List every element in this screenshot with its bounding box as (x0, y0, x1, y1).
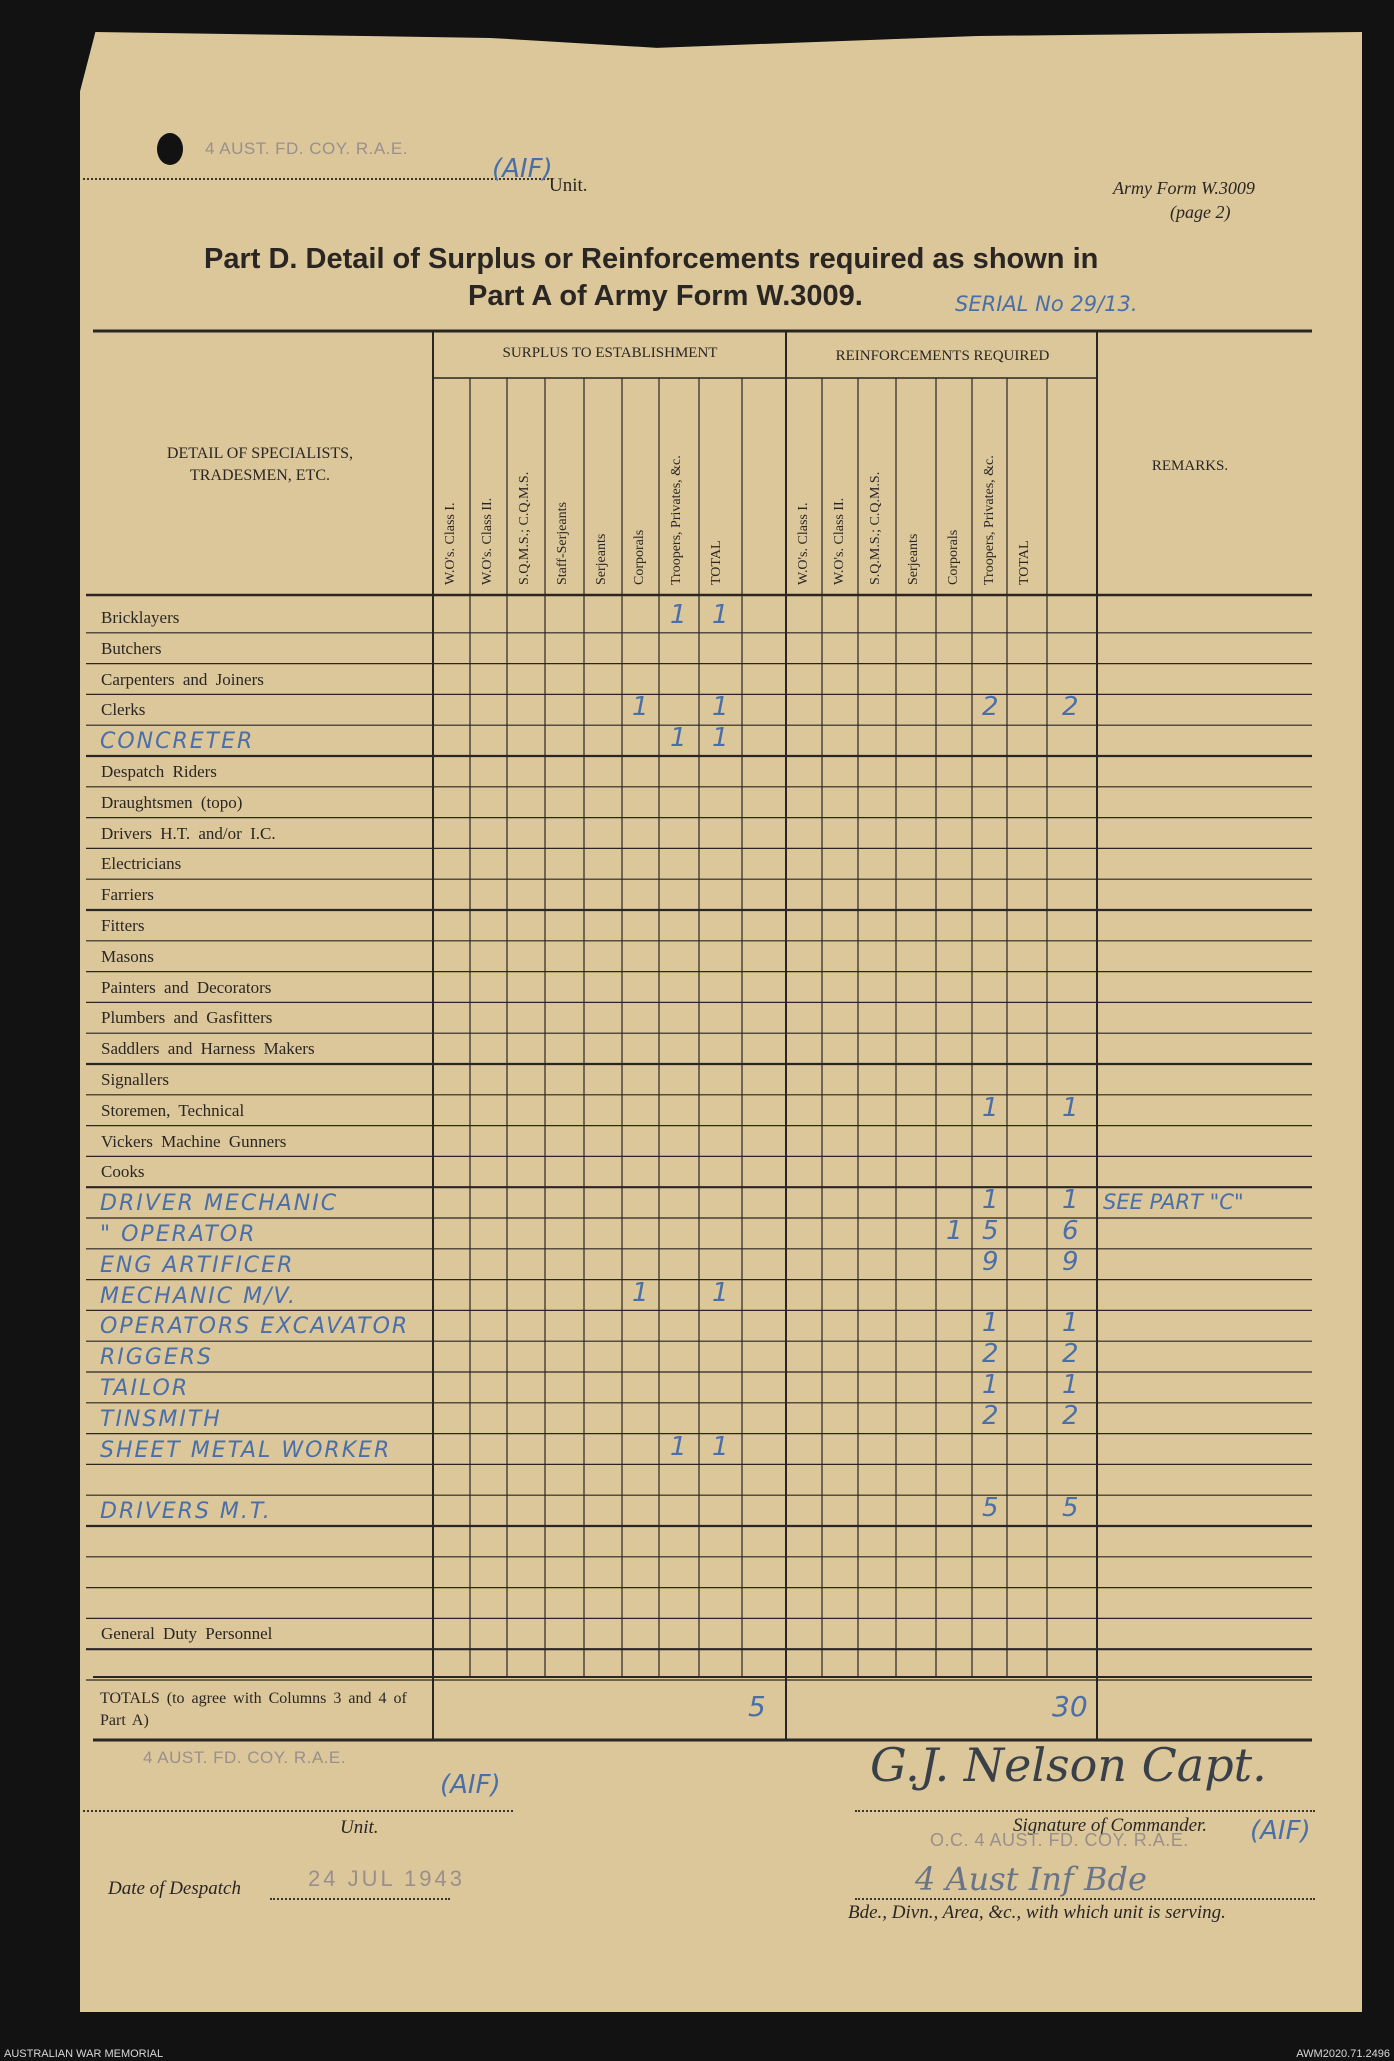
handwritten-row-23: OPERATORS EXCAVATOR (100, 1314, 410, 1340)
handwritten-row-19: DRIVER MECHANIC (100, 1191, 339, 1217)
archive-id: AWM2020.71.2496 (1296, 2048, 1390, 2060)
surplus-col-7: Troopers, Privates, &c. (669, 455, 684, 585)
row-label-17: Vickers Machine Gunners (101, 1131, 287, 1151)
entry-storemen-r-troopers: 1 (982, 1092, 999, 1123)
entry-concreter-s-total: 1 (712, 723, 729, 754)
entry-drvmech-r-troopers: 1 (982, 1185, 999, 1216)
row-label-18: Cooks (101, 1162, 145, 1182)
entry-operator-r-troopers: 5 (982, 1216, 999, 1246)
brigade-handwriting: 4 Aust Inf Bde (915, 1860, 1147, 1898)
signature-label: Signature of Commander. (1013, 1815, 1208, 1836)
entry-engart-r-total: 9 (1062, 1246, 1079, 1277)
entry-excav-r-total: 1 (1062, 1308, 1079, 1339)
remark-see-part-c: SEE PART "C" (1103, 1190, 1244, 1214)
entry-mechmv-s-corporals: 1 (632, 1277, 649, 1308)
entry-drvmech-r-total: 1 (1062, 1185, 1079, 1216)
entry-bricklayers-s-troopers: 1 (670, 600, 687, 630)
unit-stamp: 4 AUST. FD. COY. R.A.E. (205, 139, 408, 158)
bde-label: Bde., Divn., Area, &c., with which unit is serving. (848, 1902, 1226, 1923)
signature-line (855, 1810, 1315, 1812)
entry-bricklayers-s-total: 1 (712, 600, 729, 630)
entry-clerks-s-total: 1 (712, 692, 729, 723)
row-label-5: Despatch Riders (101, 762, 217, 781)
handwritten-row-25: TAILOR (100, 1376, 190, 1401)
entry-sheetmetal-s-total: 1 (712, 1431, 729, 1462)
surplus-col-5: Serjeants (594, 533, 609, 585)
row-label-8: Electricians (101, 854, 182, 874)
reinforcements-header: REINFORCEMENTS REQUIRED (835, 348, 1050, 364)
handwritten-row-27: SHEET METAL WORKER (100, 1437, 392, 1463)
handwritten-row-26: TINSMITH (100, 1406, 222, 1432)
row-label-16: Storemen, Technical (101, 1100, 245, 1120)
entry-sheetmetal-s-troopers: 1 (670, 1431, 687, 1462)
date-stamp: 24 JUL 1943 (308, 1866, 465, 1891)
footer-unit-line (83, 1810, 513, 1812)
handwritten-row-22: MECHANIC M/V. (100, 1283, 298, 1309)
reinforcement-col-6: Troopers, Privates, &c. (982, 455, 997, 585)
reinforcement-col-7: TOTAL (1017, 540, 1032, 585)
surplus-col-8: TOTAL (709, 540, 724, 585)
entry-concreter-s-troopers: 1 (670, 723, 687, 754)
entry-excav-r-troopers: 1 (982, 1308, 999, 1339)
entry-operator-r-corporals: 1 (946, 1216, 963, 1246)
form-title-line2: Part A of Army Form W.3009. (468, 280, 863, 312)
entry-tinsmith-r-troopers: 2 (982, 1400, 999, 1431)
footer-unit-label: Unit. (340, 1817, 379, 1838)
entry-tinsmith-r-total: 2 (1062, 1400, 1079, 1431)
row-label-9: Farriers (101, 885, 154, 905)
page-label: (page 2) (1170, 202, 1231, 222)
entry-engart-r-troopers: 9 (982, 1246, 999, 1277)
row-label-3: Clerks (101, 700, 146, 720)
entry-riggers-r-total: 2 (1062, 1339, 1079, 1370)
oc-stamp: O.C. 4 AUST. FD. COY. R.A.E. (930, 1830, 1189, 1850)
surplus-total: 5 (748, 1690, 766, 1723)
entry-tailor-r-total: 1 (1062, 1370, 1079, 1400)
handwritten-row-24: RIGGERS (100, 1345, 214, 1371)
surplus-col-3: S.Q.M.S.; C.Q.M.S. (517, 471, 532, 585)
row-label-7: Drivers H.T. and/or I.C. (101, 823, 276, 843)
detail-header: DETAIL OF SPECIALISTS, TRADESMEN, ETC. (166, 445, 354, 484)
row-label-6: Draughtsmen (topo) (101, 792, 243, 812)
form-title: Part D. Detail of Surplus or Reinforcements required as shown in (204, 243, 1099, 275)
reinforcement-col-1: W.O's. Class I. (796, 502, 811, 585)
date-line (270, 1898, 450, 1900)
bde-line (855, 1898, 1315, 1900)
handwritten-row-20: " OPERATOR (100, 1222, 257, 1247)
reinforcement-col-2: W.O's. Class II. (832, 497, 847, 585)
army-form-label: Army Form W.3009 (1113, 178, 1255, 198)
remarks-header: REMARKS. (1151, 458, 1229, 474)
entry-mechmv-s-total: 1 (712, 1277, 729, 1308)
date-label: Date of Despatch (108, 1878, 241, 1899)
footer-aif-mark: (AIF) (440, 1770, 501, 1800)
entry-clerks-r-total: 2 (1062, 692, 1079, 723)
row-label-33: General Duty Personnel (101, 1624, 273, 1644)
entry-driversmt-r-total: 5 (1062, 1493, 1079, 1524)
entry-driversmt-r-troopers: 5 (982, 1493, 999, 1524)
reinforcement-total: 30 (1052, 1690, 1088, 1723)
serial-number: SERIAL No 29/13. (955, 292, 1138, 316)
row-label-14: Saddlers and Harness Makers (101, 1039, 315, 1059)
entry-operator-r-total: 6 (1062, 1216, 1079, 1246)
entry-tailor-r-troopers: 1 (982, 1370, 999, 1400)
handwritten-row-4: CONCRETER (100, 729, 255, 755)
row-label-1: Butchers (101, 638, 162, 658)
footer-unit-stamp: 4 AUST. FD. COY. R.A.E. (143, 1748, 346, 1767)
commander-signature: G.J. Nelson Capt. (870, 1738, 1267, 1792)
row-label-10: Fitters (101, 916, 145, 935)
unit-label: Unit. (549, 175, 588, 196)
totals-label: TOTALS (to agree with Columns 3 and 4 of Part A) (100, 1690, 407, 1729)
entry-storemen-r-total: 1 (1062, 1092, 1079, 1123)
surplus-col-6: Corporals (632, 529, 647, 585)
surplus-col-4: Staff-Serjeants (555, 502, 570, 585)
entry-clerks-s-corporals: 1 (632, 692, 649, 723)
surplus-header: SURPLUS TO ESTABLISHMENT (502, 345, 718, 361)
entry-clerks-r-troopers: 2 (982, 692, 999, 723)
aif-mark: (AIF) (492, 154, 553, 184)
row-label-12: Painters and Decorators (101, 977, 272, 997)
oc-aif-mark: (AIF) (1250, 1816, 1311, 1846)
row-label-15: Signallers (101, 1070, 169, 1089)
reinforcement-col-5: Corporals (946, 529, 961, 585)
row-label-2: Carpenters and Joiners (101, 669, 264, 689)
reinforcement-col-3: S.Q.M.S.; C.Q.M.S. (868, 471, 883, 585)
surplus-col-2: W.O's. Class II. (480, 497, 495, 585)
reinforcement-col-4: Serjeants (906, 533, 921, 585)
handwritten-row-21: ENG ARTIFICER (100, 1252, 295, 1278)
handwritten-row-29: DRIVERS M.T. (100, 1499, 272, 1525)
entry-riggers-r-troopers: 2 (982, 1339, 999, 1370)
archive-credit: AUSTRALIAN WAR MEMORIAL (4, 2048, 164, 2060)
surplus-col-1: W.O's. Class I. (443, 502, 458, 585)
row-label-0: Bricklayers (101, 608, 180, 627)
row-label-13: Plumbers and Gasfitters (101, 1008, 273, 1028)
row-label-11: Masons (101, 946, 154, 966)
